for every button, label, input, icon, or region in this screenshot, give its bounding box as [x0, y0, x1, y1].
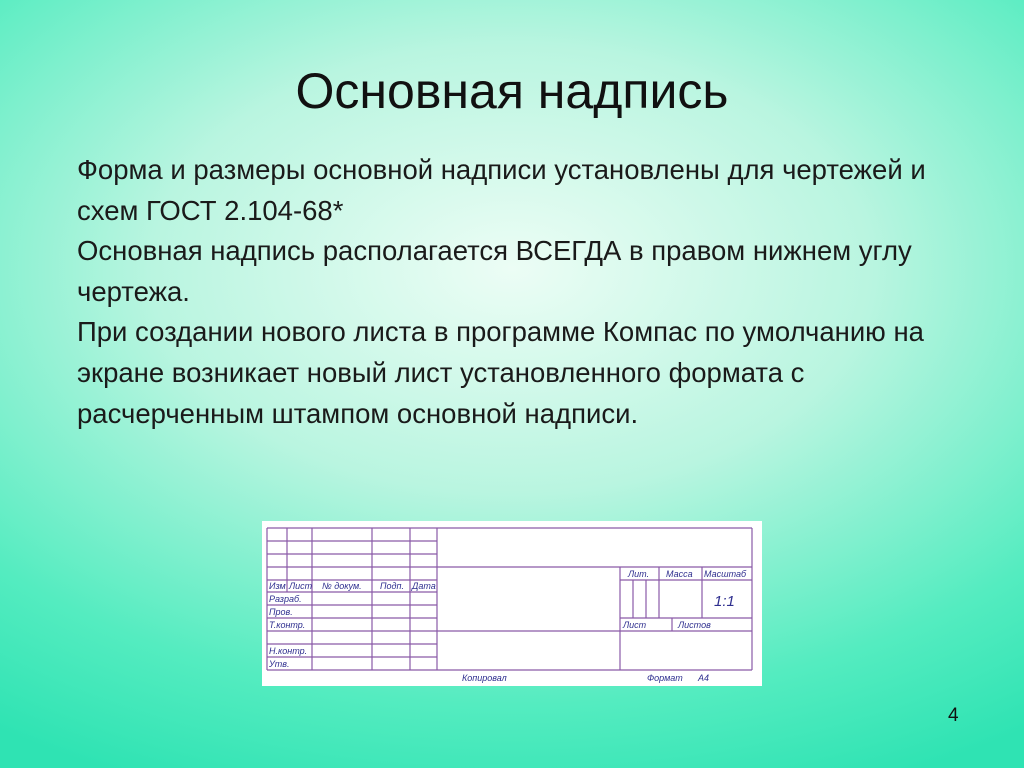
page-number: 4 — [948, 705, 959, 726]
stamp-label-sheets: Листов — [678, 620, 711, 630]
stamp-label-copied: Копировал — [462, 673, 507, 683]
stamp-label-sheet: Лист — [623, 620, 647, 630]
title-block-drawing — [262, 521, 762, 686]
stamp-label-utv: Утв. — [269, 659, 290, 669]
stamp-label-list: Лист — [289, 581, 313, 591]
stamp-label-tkontr: Т.контр. — [269, 620, 306, 630]
slide-title: Основная надпись — [295, 63, 729, 119]
stamp-format-value: A4 — [698, 673, 710, 683]
stamp-label-razrab: Разраб. — [269, 594, 302, 604]
stamp-label-izm: Изм — [269, 581, 286, 591]
stamp-label-podp: Подп. — [380, 581, 404, 591]
stamp-label-massa: Масса — [666, 569, 693, 579]
paragraph-kompas: При создании нового листа в программе Компас по умолчанию на экране возникает новый лист установленного формата с расчерченным штампом основной надписи. — [77, 316, 924, 429]
stamp-scale-value: 1:1 — [714, 593, 735, 610]
stamp-label-format: Формат — [647, 673, 683, 683]
stamp-label-prov: Пров. — [269, 607, 293, 617]
stamp-label-nkontr: Н.контр. — [269, 646, 308, 656]
stamp-label-dokum: № докум. — [322, 581, 362, 591]
paragraph-gost: Форма и размеры основной надписи установлены для чертежей и схем ГОСТ 2.104-68* — [77, 154, 926, 226]
paragraph-position: Основная надпись располагается ВСЕГДА в правом нижнем углу чертежа. — [77, 235, 912, 307]
stamp-label-lit: Лит. — [628, 569, 650, 579]
slide-body — [77, 150, 977, 434]
stamp-label-masshtab: Масштаб — [704, 569, 747, 579]
stamp-label-data: Дата — [412, 581, 436, 591]
